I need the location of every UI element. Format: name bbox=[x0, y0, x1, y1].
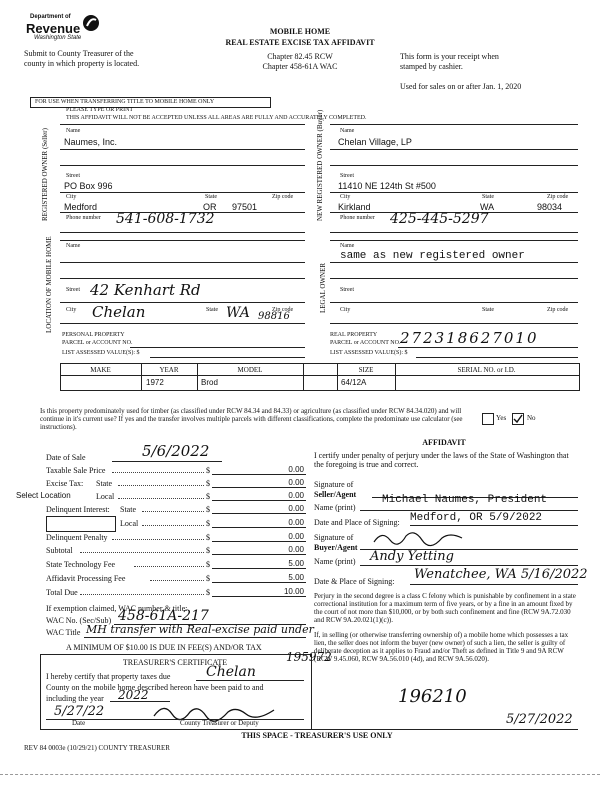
logo-state: Washington State bbox=[34, 35, 82, 41]
interest-state-label: State bbox=[120, 505, 136, 514]
timber-question: Is this property predominately used for timber (as classified under RCW 84.34 and 84.33) or agriculture (as classified under RCW 84.34.020) and will continue in it's current use? If yes and the transfer involves multiple parcels with different classifications, complete the predominate use calculator (see instructions). bbox=[40, 407, 463, 431]
real-parcel-number: 272318627010 bbox=[400, 329, 539, 347]
logo-mark-icon bbox=[82, 14, 100, 32]
seller-street: PO Box 996 bbox=[64, 181, 113, 191]
excise-local-label: Local bbox=[96, 492, 115, 501]
treasurer-county: Chelan bbox=[206, 664, 256, 680]
real-parcel-label: PARCEL or ACCOUNT NO. bbox=[330, 340, 401, 346]
type-print-note: PLEASE TYPE OR PRINT bbox=[66, 107, 134, 113]
excise-state-label: State bbox=[96, 479, 112, 488]
wac-no-value: 458-61A-217 bbox=[118, 608, 209, 624]
treasurer-heading: TREASURER'S CERTIFICATE bbox=[122, 658, 228, 667]
timber-no-label: No bbox=[527, 414, 536, 422]
seller-date-place: Medford, OR 5/9/2022 bbox=[410, 512, 543, 524]
dollar-sign: $ bbox=[206, 466, 210, 475]
treasurer-date-label: Date bbox=[72, 719, 86, 727]
chapter-2: Chapter 458-61A WAC bbox=[262, 62, 338, 71]
seller-city-label: City bbox=[66, 194, 77, 200]
seller-name-print-label: Name (print) bbox=[314, 503, 356, 512]
tech-fee-value: 5.00 bbox=[288, 559, 304, 568]
real-property-label: REAL PROPERTY bbox=[330, 332, 378, 338]
total-due-value: 10.00 bbox=[283, 587, 304, 596]
receipt-line1: This form is your receipt when bbox=[400, 52, 499, 61]
real-assessed-label: LIST ASSESSED VALUE(S): $ bbox=[330, 350, 408, 356]
buyer-date-place-label: Date & Place of Signing: bbox=[314, 577, 395, 586]
buyer-city-label: City bbox=[340, 194, 351, 200]
timber-no-checkbox[interactable] bbox=[512, 413, 524, 425]
dollar-sign: $ bbox=[206, 479, 210, 488]
legal-owner-name: same as new registered owner bbox=[340, 250, 525, 262]
taxable-sale-price-label: Taxable Sale Price bbox=[46, 466, 106, 475]
select-location-dropdown[interactable]: Select Location bbox=[16, 491, 71, 500]
mobile-home-year: 1972 bbox=[146, 378, 164, 387]
treasurer-line2: County on the mobile home described hereon have been paid to and bbox=[46, 683, 264, 692]
buyer-date-place: Wenatchee, WA 5/16/2022 bbox=[414, 567, 588, 582]
dollar-sign: $ bbox=[206, 588, 210, 597]
stamp-number: 196210 bbox=[398, 686, 467, 707]
excise-tax-label: Excise Tax: bbox=[46, 479, 84, 488]
seller-sig-of: Signature of bbox=[314, 480, 354, 489]
legal-city-label: City bbox=[340, 307, 351, 313]
buyer-phone: 425-445-5297 bbox=[390, 211, 489, 227]
dor-logo bbox=[24, 12, 104, 52]
interest-local-label: Local bbox=[120, 519, 139, 528]
location-state-label: State bbox=[206, 307, 218, 313]
delinquent-interest-label: Delinquent Interest: bbox=[46, 505, 110, 514]
submit-line2: county in which property is located. bbox=[24, 59, 140, 68]
treasurer-use-only: THIS SPACE - TREASURER'S USE ONLY bbox=[241, 731, 393, 740]
timber-yes-checkbox[interactable] bbox=[482, 413, 494, 425]
buyer-zip-label: Zip code bbox=[547, 194, 569, 200]
perjury-note bbox=[314, 592, 580, 624]
buyer-name: Chelan Village, LP bbox=[338, 137, 412, 147]
total-due-label: Total Due bbox=[46, 588, 78, 597]
buyer-name-print-label: Name (print) bbox=[314, 557, 356, 566]
treasurer-year: 2022 bbox=[118, 688, 149, 702]
seller-state-label: State bbox=[205, 194, 217, 200]
chapter-1: Chapter 82.45 RCW bbox=[267, 52, 333, 61]
wac-no-label: WAC No. (Sec/Sub) bbox=[46, 616, 112, 625]
interest-local-value: 0.00 bbox=[288, 518, 304, 527]
wac-title-label: WAC Title bbox=[46, 628, 81, 637]
buyer-state: WA bbox=[480, 202, 495, 212]
location-name-label: Name bbox=[66, 243, 81, 249]
seller-name: Naumes, Inc. bbox=[64, 137, 118, 147]
location-street-label: Street bbox=[66, 287, 80, 293]
location-zip-label: Zip code bbox=[272, 307, 294, 313]
location-street: 42 Kenhart Rd bbox=[90, 281, 201, 299]
lien-note: If, in selling (or otherwise transferring ownership of) a mobile home which possesses a tax lien, the seller does not inform the buyer (new owner) of such a lien, the seller is guilty of deliberate deception as it applies to Fraud and/or Theft as defined in Title 9 and 9A RCW (RCW 9.45.060, RCW 9A.56.010 (4d), and RCW 9A.56.020). bbox=[314, 631, 569, 663]
buyer-phone-label: Phone number bbox=[340, 215, 375, 221]
dollar-sign: $ bbox=[206, 574, 210, 583]
seller-side-label: REGISTERED OWNER (Seller) bbox=[41, 128, 49, 221]
minimum-note: A MINIMUM OF $10.00 IS DUE IN FEE(S) AND/OR TAX bbox=[66, 643, 262, 652]
seller-date-place-label: Date and Place of Signing: bbox=[314, 518, 400, 527]
mobile-home-size: 64/12A bbox=[341, 378, 367, 387]
location-state: WA bbox=[226, 305, 250, 321]
legal-side-label: LEGAL OWNER bbox=[319, 262, 327, 314]
stamp-date: 5/27/2022 bbox=[506, 712, 573, 727]
col-make: MAKE bbox=[90, 366, 111, 374]
seller-agent-label: Seller/Agent bbox=[314, 490, 357, 499]
col-year: YEAR bbox=[159, 366, 179, 374]
affidavit-fee-label: Affidavit Processing Fee bbox=[46, 574, 126, 583]
mobile-home-model: Brod bbox=[201, 378, 218, 387]
seller-zip-label: Zip code bbox=[272, 194, 294, 200]
treasurer-line3: including the year bbox=[46, 694, 104, 703]
check-icon bbox=[513, 414, 523, 424]
buyer-name-label: Name bbox=[340, 128, 355, 134]
buyer-agent-label: Buyer/Agent bbox=[314, 543, 358, 552]
sales-date-note: Used for sales on or after Jan. 1, 2020 bbox=[400, 82, 522, 91]
buyer-street-label: Street bbox=[340, 173, 354, 179]
col-size: SIZE bbox=[358, 366, 374, 374]
personal-parcel-label: PARCEL or ACCOUNT NO. bbox=[62, 340, 133, 346]
not-accepted-note: THIS AFFIDAVIT WILL NOT BE ACCEPTED UNLESS ALL AREAS ARE FULLY AND ACCURATELY COMPLETED. bbox=[66, 115, 367, 121]
legal-state-label: State bbox=[482, 307, 494, 313]
col-model: MODEL bbox=[237, 366, 263, 374]
treasurer-date: 5/27/22 bbox=[54, 704, 105, 719]
date-of-sale: 5/6/2022 bbox=[142, 442, 210, 460]
affidavit-certify: I certify under penalty of perjury under the laws of the State of Washington that the foregoing is true and correct. bbox=[314, 451, 569, 469]
legal-street-label: Street bbox=[340, 287, 354, 293]
col-serial: SERIAL NO. or I.D. bbox=[457, 366, 516, 374]
dollar-sign: $ bbox=[206, 560, 210, 569]
form-title-2: REAL ESTATE EXCISE TAX AFFIDAVIT bbox=[225, 38, 375, 47]
seller-phone: 541-608-1732 bbox=[116, 211, 215, 227]
subtotal-value: 0.00 bbox=[288, 545, 304, 554]
dollar-sign: $ bbox=[206, 533, 210, 542]
legal-zip-label: Zip code bbox=[547, 307, 569, 313]
dollar-sign: $ bbox=[206, 505, 210, 514]
receipt-number: 195972 bbox=[286, 650, 332, 664]
tech-fee-label: State Technology Fee bbox=[46, 560, 116, 569]
treasurer-line1: I hereby certify that property taxes due bbox=[46, 672, 171, 681]
timber-yes-label: Yes bbox=[496, 414, 507, 422]
transfer-only-banner: FOR USE WHEN TRANSFERRING TITLE TO MOBILE HOME ONLY bbox=[30, 97, 271, 108]
buyer-name-print: Andy Yetting bbox=[370, 549, 455, 564]
personal-property-label: PERSONAL PROPERTY bbox=[62, 332, 125, 338]
receipt-line2: stamped by cashier. bbox=[400, 62, 463, 71]
treasurer-deputy-label: County Treasurer or Deputy bbox=[180, 719, 259, 727]
dollar-sign: $ bbox=[206, 492, 210, 501]
buyer-zip: 98034 bbox=[537, 202, 563, 212]
seller-city: Medford bbox=[64, 202, 98, 212]
interest-location-input[interactable] bbox=[46, 516, 116, 532]
excise-local-value: 0.00 bbox=[288, 491, 304, 500]
perjury-text: Perjury in the second degree is a class C felony which is punishable by confinement in a state correctional institution for a maximum term of five years, or by a fine in an amount fixed by the court of not more than $10,000, or by both such confinement and fine (RCW 9A.72.030 and RCW 9A.20.021(1)(c)). bbox=[314, 592, 576, 624]
buyer-street: 11410 NE 124th St #500 bbox=[338, 181, 436, 191]
exemption-label: If exemption claimed, WAC number & title: bbox=[46, 604, 188, 613]
location-zip: 98816 bbox=[258, 311, 290, 322]
logo-dept: Department of bbox=[30, 14, 71, 20]
form-revision: REV 84 0003e (10/29/21) COUNTY TREASURER bbox=[24, 744, 170, 752]
seller-name-print: Michael Naumes, President bbox=[382, 494, 548, 506]
personal-assessed-label: LIST ASSESSED VALUE(S): $ bbox=[62, 350, 140, 356]
seller-street-label: Street bbox=[66, 173, 80, 179]
affidavit-heading: AFFIDAVIT bbox=[422, 438, 466, 447]
buyer-state-label: State bbox=[482, 194, 494, 200]
affidavit-fee-value: 5.00 bbox=[288, 573, 304, 582]
wac-title-value: MH transfer with Real-excise paid under bbox=[86, 623, 314, 636]
subtotal-label: Subtotal bbox=[46, 546, 73, 555]
buyer-signature-icon bbox=[370, 526, 470, 548]
interest-state-value: 0.00 bbox=[288, 504, 304, 513]
form-title-1: MOBILE HOME bbox=[269, 27, 331, 36]
location-city: Chelan bbox=[92, 303, 146, 321]
dollar-sign: $ bbox=[206, 519, 210, 528]
legal-name-label: Name bbox=[340, 243, 355, 249]
penalty-value: 0.00 bbox=[288, 532, 304, 541]
submit-line1: Submit to County Treasurer of the bbox=[24, 49, 134, 58]
buyer-city: Kirkland bbox=[338, 202, 371, 212]
buyer-side-label: NEW REGISTERED OWNER (Buyer) bbox=[316, 109, 324, 221]
excise-state-value: 0.00 bbox=[288, 478, 304, 487]
delinquent-penalty-label: Delinquent Penalty bbox=[46, 533, 108, 542]
seller-name-label: Name bbox=[66, 128, 81, 134]
location-city-label: City bbox=[66, 307, 77, 313]
taxable-sale-price-value: 0.00 bbox=[288, 465, 304, 474]
logo-name: Revenue bbox=[26, 21, 81, 36]
buyer-sig-of: Signature of bbox=[314, 533, 354, 542]
location-side-label: LOCATION OF MOBILE HOME bbox=[45, 236, 53, 333]
seller-state: OR bbox=[203, 202, 217, 212]
date-of-sale-label: Date of Sale bbox=[46, 453, 86, 462]
dollar-sign: $ bbox=[206, 546, 210, 555]
seller-phone-label: Phone number bbox=[66, 215, 101, 221]
seller-zip: 97501 bbox=[232, 202, 258, 212]
